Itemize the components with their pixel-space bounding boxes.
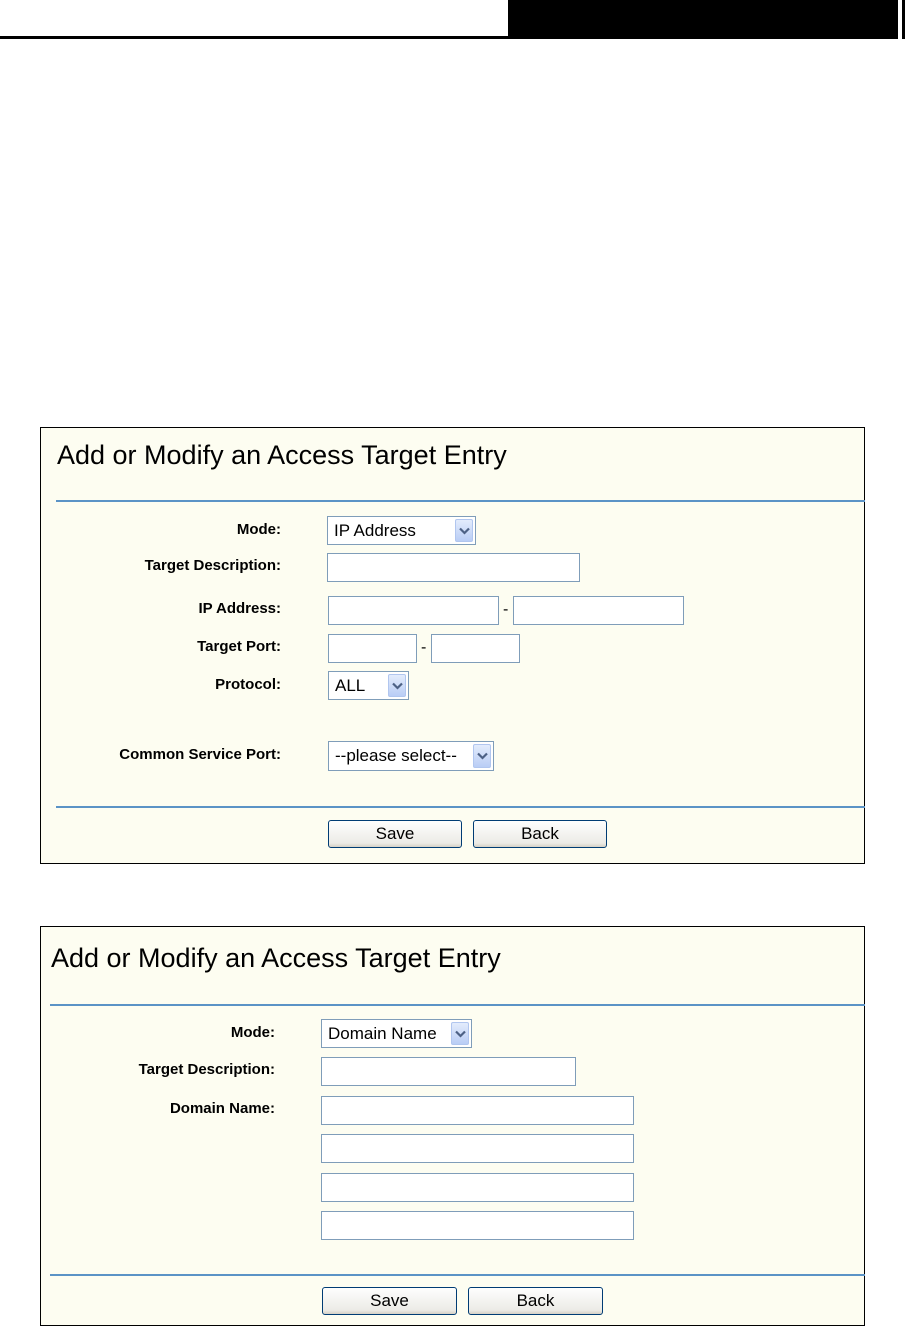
footer-divider <box>56 806 865 808</box>
save-button[interactable]: Save <box>328 820 462 848</box>
target-description-label: Target Description: <box>144 557 281 574</box>
common-service-port-label: Common Service Port: <box>119 746 281 763</box>
chevron-down-icon[interactable] <box>473 744 491 768</box>
protocol-select[interactable] <box>328 671 409 700</box>
domain-name-input-2[interactable] <box>321 1134 634 1163</box>
target-description-input[interactable] <box>327 553 580 582</box>
access-target-panel-ip <box>40 427 865 864</box>
mode-select-value: IP Address <box>334 521 416 540</box>
header-divider <box>56 500 865 502</box>
mode-select[interactable] <box>327 516 476 545</box>
port-range-separator: - <box>421 639 427 656</box>
domain-name-input-4[interactable] <box>321 1211 634 1240</box>
header-divider <box>50 1004 865 1006</box>
ip-range-separator: - <box>503 601 509 618</box>
page-header-rule <box>0 36 508 39</box>
panel-title: Add or Modify an Access Target Entry <box>57 440 507 470</box>
protocol-label: Protocol: <box>215 676 281 693</box>
page-header-edge <box>902 0 905 39</box>
ip-address-end-input[interactable] <box>513 596 684 625</box>
chevron-down-icon[interactable] <box>451 1022 469 1045</box>
domain-name-label: Domain Name: <box>169 1100 275 1117</box>
chevron-down-icon[interactable] <box>455 519 473 542</box>
back-button[interactable]: Back <box>468 1287 603 1315</box>
target-port-end-input[interactable] <box>431 634 520 663</box>
mode-label: Mode: <box>236 521 281 538</box>
target-port-start-input[interactable] <box>328 634 417 663</box>
domain-name-input-1[interactable] <box>321 1096 634 1125</box>
domain-name-input-3[interactable] <box>321 1173 634 1202</box>
protocol-select-value: ALL <box>335 676 366 695</box>
chevron-down-icon[interactable] <box>388 674 406 697</box>
back-button[interactable]: Back <box>473 820 607 848</box>
target-description-label: Target Description: <box>138 1061 275 1078</box>
mode-select[interactable] <box>321 1019 472 1048</box>
save-button[interactable]: Save <box>322 1287 457 1315</box>
page-header-bar <box>508 0 898 39</box>
access-target-panel-domain <box>40 926 865 1326</box>
ip-address-start-input[interactable] <box>328 596 499 625</box>
panel-title: Add or Modify an Access Target Entry <box>51 943 501 973</box>
mode-label: Mode: <box>230 1024 275 1041</box>
mode-select-value: Domain Name <box>328 1024 437 1043</box>
target-description-input[interactable] <box>321 1057 576 1086</box>
ip-address-label: IP Address: <box>198 600 281 617</box>
target-port-label: Target Port: <box>197 638 281 655</box>
common-service-port-select[interactable] <box>328 741 494 771</box>
service-select-value: --please select-- <box>335 746 457 765</box>
footer-divider <box>50 1274 865 1276</box>
